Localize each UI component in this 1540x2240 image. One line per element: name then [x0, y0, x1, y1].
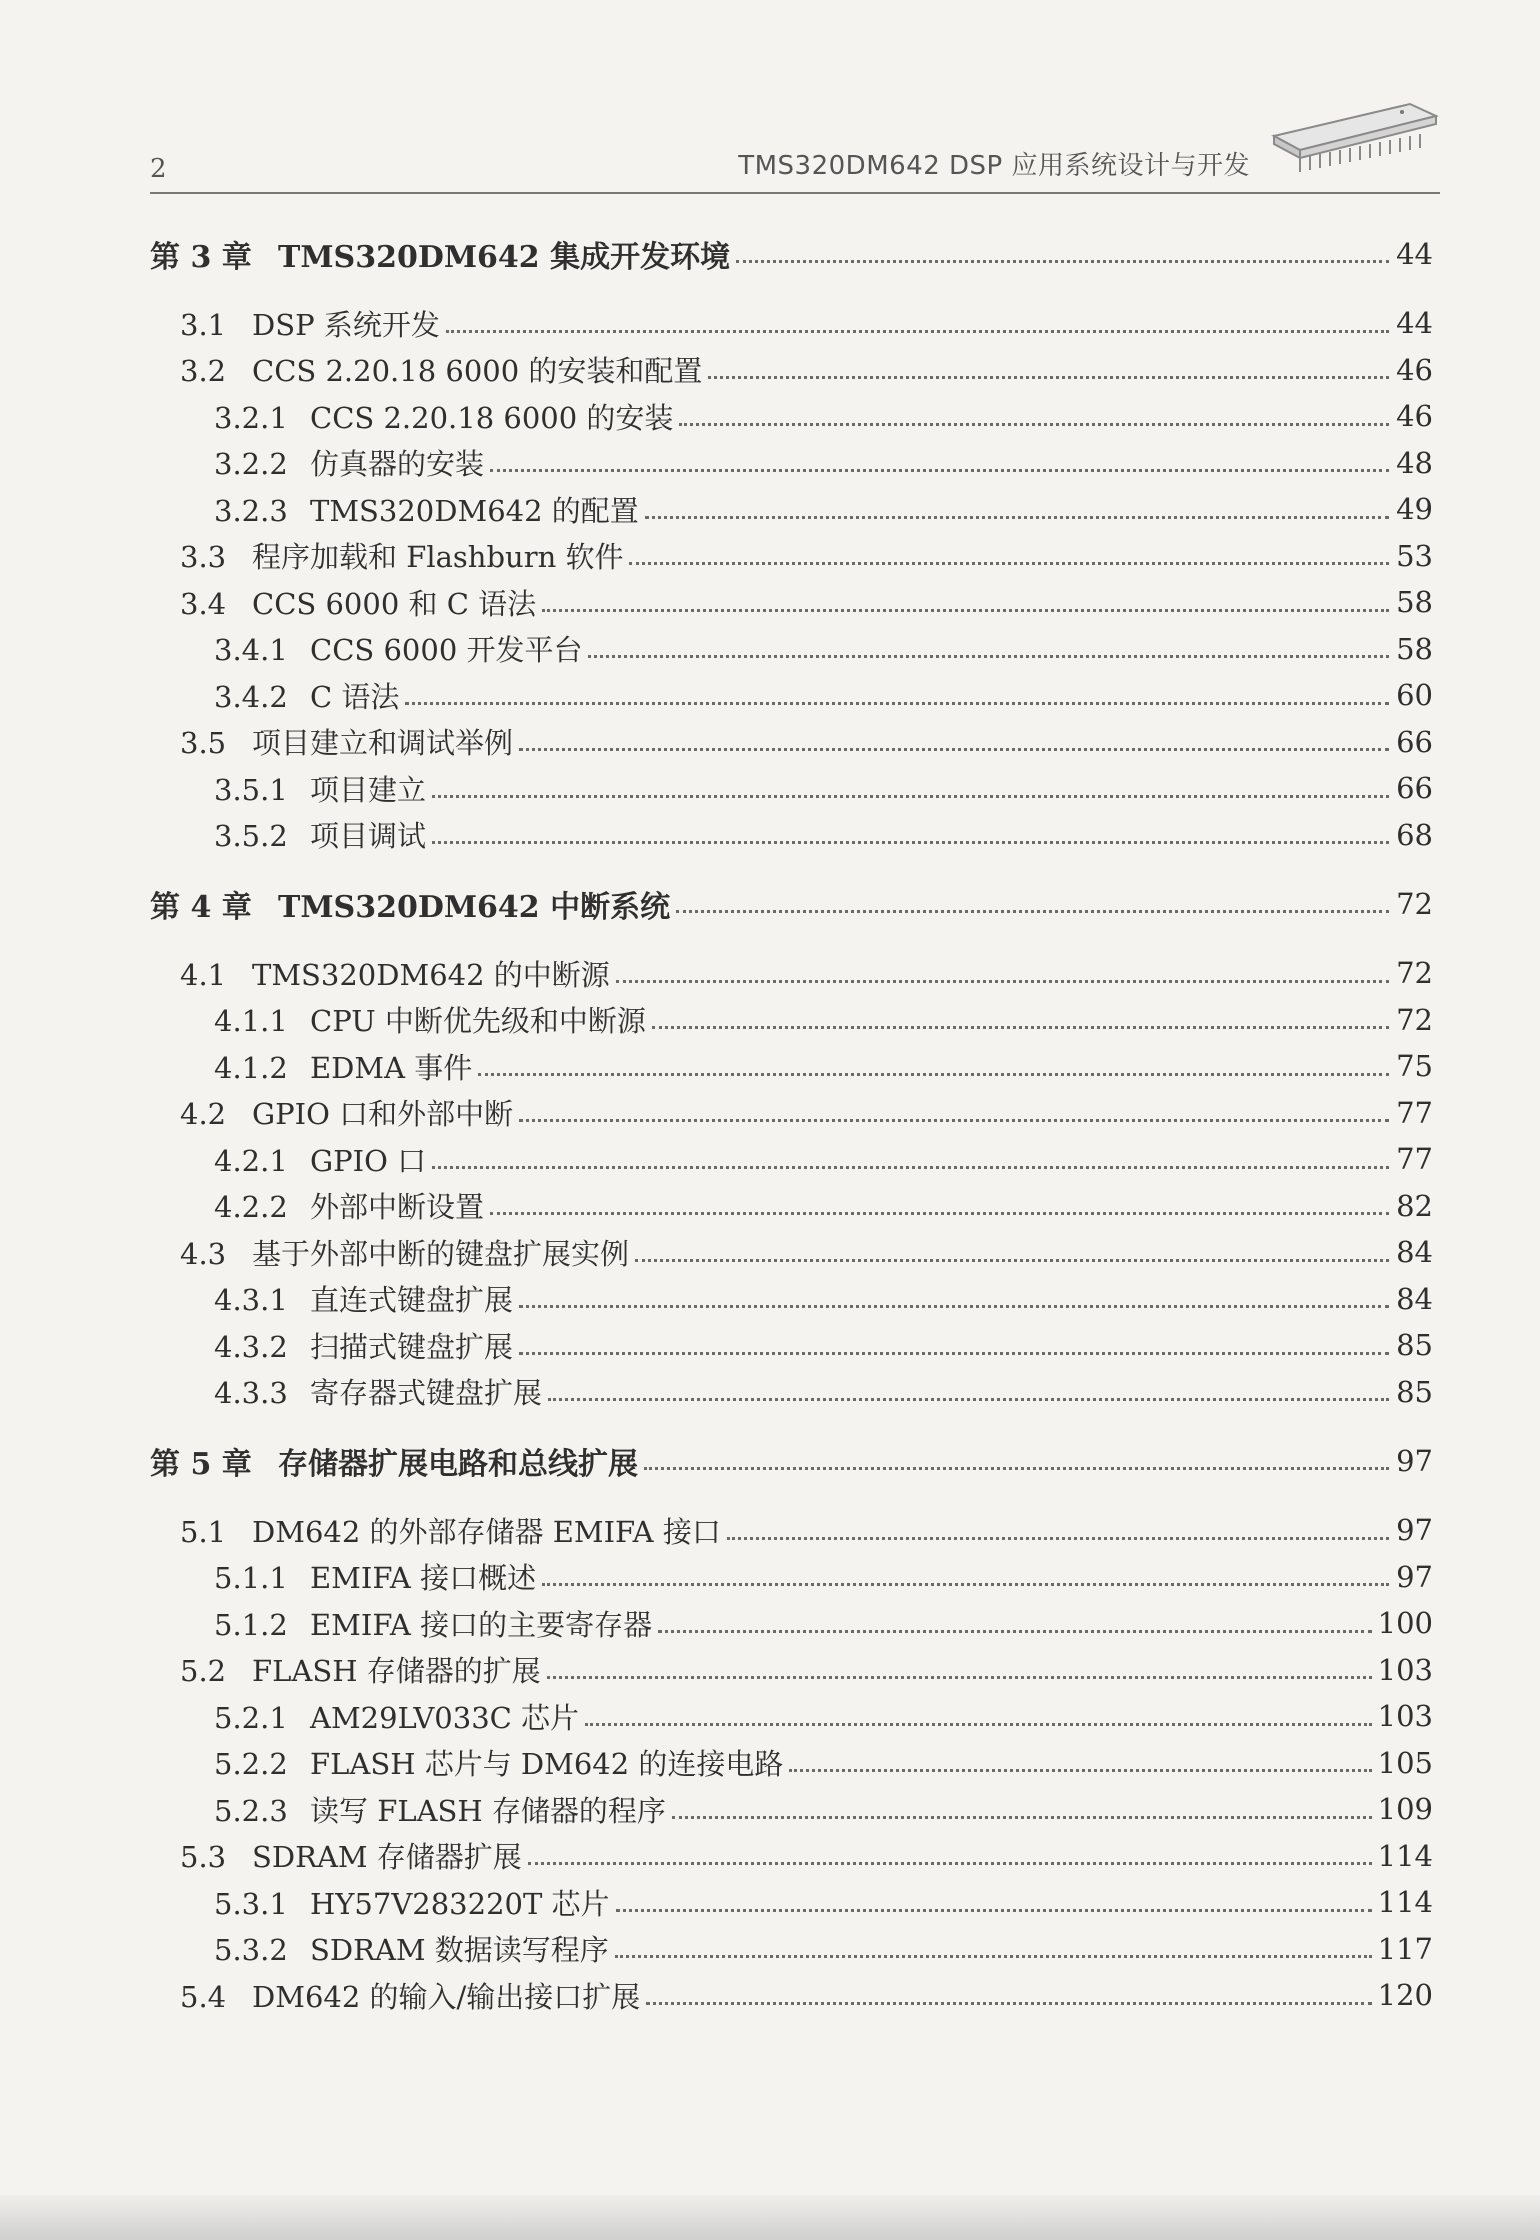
dot-leader: [789, 1769, 1371, 1772]
dot-leader: [652, 1026, 1389, 1029]
toc-entry-text: EMIFA 接口的主要寄存器: [310, 1607, 653, 1642]
toc-entry-subsection: [150, 626, 1433, 673]
dot-leader: [615, 1955, 1372, 1958]
dot-leader: [519, 748, 1389, 751]
toc-entry-text: DM642 的外部存储器 EMIFA 接口: [252, 1514, 721, 1549]
toc-entry-number: 4.1: [180, 957, 227, 992]
toc-entry-text: GPIO 口和外部中断: [252, 1097, 514, 1132]
toc-entry-title: [214, 442, 484, 483]
toc-entry-page: 84: [1396, 1281, 1433, 1316]
toc-entry-subsection: [150, 997, 1433, 1044]
toc-entry-text: 项目建立: [310, 772, 427, 807]
toc-entry-subsection: [150, 393, 1433, 440]
toc-entry-page: 105: [1377, 1745, 1433, 1780]
toc-entry-subsection: [150, 812, 1433, 859]
toc-entry-title: [180, 1975, 640, 2016]
toc-entry-text: SDRAM 数据读写程序: [310, 1933, 609, 1968]
dsp-chip-icon: [1270, 98, 1440, 178]
toc-entry-section: [150, 719, 1433, 766]
toc-entry-title: [150, 882, 670, 926]
toc-entry-title: [214, 1371, 542, 1412]
toc-entry-page: 44: [1396, 306, 1433, 341]
toc-entry-page: 58: [1396, 631, 1433, 666]
toc-entry-subsection: [150, 440, 1433, 487]
toc-entry-text: C 语法: [310, 679, 400, 714]
dot-leader: [585, 1723, 1372, 1726]
toc-entry-text: 项目建立和调试举例: [252, 726, 514, 761]
toc-entry-page: 75: [1396, 1049, 1433, 1084]
dot-leader: [490, 469, 1389, 472]
toc-entry-subsection: [150, 765, 1433, 812]
toc-entry-text: GPIO 口: [310, 1143, 427, 1178]
toc-entry-text: CCS 2.20.18 6000 的安装和配置: [252, 354, 703, 389]
toc-entry-number: 5.3.1: [214, 1886, 288, 1921]
table-of-contents: [150, 230, 1433, 2019]
toc-entry-page: 60: [1396, 678, 1433, 713]
toc-entry-text: DSP 系统开发: [252, 307, 440, 342]
toc-entry-text: 基于外部中断的键盘扩展实例: [252, 1236, 630, 1271]
toc-entry-page: 46: [1396, 399, 1433, 434]
toc-entry-section: [150, 533, 1433, 580]
toc-entry-text: CCS 2.20.18 6000 的安装: [310, 400, 674, 435]
toc-entry-number: 3.4: [180, 586, 227, 621]
toc-entry-title: [180, 535, 623, 576]
toc-entry-title: [214, 628, 582, 669]
toc-entry-number: 5.3: [180, 1840, 227, 1875]
toc-entry-number: 3.2: [180, 354, 227, 389]
toc-entry-title: [214, 1696, 579, 1737]
toc-entry-page: 100: [1377, 1606, 1433, 1641]
toc-entry-number: 第 5 章: [150, 1446, 252, 1482]
dot-leader: [658, 1630, 1372, 1633]
dot-leader: [432, 1166, 1389, 1169]
toc-entry-number: 5.4: [180, 1979, 227, 2014]
toc-entry-text: TMS320DM642 集成开发环境: [278, 239, 731, 275]
toc-entry-title: [214, 1556, 536, 1597]
toc-entry-number: 4.3: [180, 1236, 227, 1271]
toc-entry-subsection: [150, 486, 1433, 533]
toc-entry-subsection: [150, 1879, 1433, 1926]
toc-entry-chapter: [150, 230, 1433, 277]
toc-entry-text: CPU 中断优先级和中断源: [310, 1004, 646, 1039]
dot-leader: [727, 1537, 1389, 1540]
toc-entry-page: 66: [1396, 771, 1433, 806]
toc-entry-title: [214, 768, 426, 809]
toc-entry-number: 5.2.1: [214, 1700, 288, 1735]
dot-leader: [679, 423, 1389, 426]
toc-entry-title: [180, 349, 702, 390]
toc-entry-number: 4.2.1: [214, 1143, 288, 1178]
toc-entry-section: [150, 1972, 1433, 2019]
toc-entry-subsection: [150, 1369, 1433, 1416]
toc-entry-title: [214, 1139, 426, 1180]
toc-entry-number: 4.1.1: [214, 1004, 288, 1039]
toc-entry-title: [214, 1185, 484, 1226]
toc-entry-number: 3.4.1: [214, 633, 288, 668]
toc-entry-number: 第 4 章: [150, 889, 252, 925]
dot-leader: [588, 655, 1389, 658]
dot-leader: [432, 795, 1389, 798]
toc-entry-page: 49: [1396, 492, 1433, 527]
toc-entry-number: 3.5.1: [214, 772, 288, 807]
toc-entry-title: [214, 396, 673, 437]
toc-entry-subsection: [150, 1322, 1433, 1369]
toc-entry-title: [150, 1439, 638, 1483]
dot-leader: [478, 1073, 1389, 1076]
toc-entry-title: [214, 999, 646, 1040]
toc-entry-text: 外部中断设置: [310, 1190, 485, 1225]
toc-entry-section: [150, 300, 1433, 347]
running-header: [150, 140, 1440, 194]
toc-entry-text: TMS320DM642 中断系统: [278, 889, 671, 925]
toc-entry-page: 103: [1377, 1652, 1433, 1687]
toc-entry-page: 114: [1377, 1885, 1433, 1920]
page-edge-shadow: [0, 2195, 1540, 2240]
toc-entry-page: 103: [1377, 1699, 1433, 1734]
dot-leader: [645, 516, 1389, 519]
toc-entry-number: 5.2.2: [214, 1747, 288, 1782]
toc-entry-section: [150, 1647, 1433, 1694]
toc-entry-title: [180, 1092, 513, 1133]
dot-leader: [432, 841, 1389, 844]
toc-entry-number: 3.5: [180, 726, 227, 761]
toc-entry-subsection: [150, 1136, 1433, 1183]
dot-leader: [736, 260, 1389, 263]
dot-leader: [644, 1467, 1389, 1470]
toc-entry-page: 85: [1396, 1328, 1433, 1363]
toc-entry-number: 4.1.2: [214, 1050, 288, 1085]
toc-entry-section: [150, 950, 1433, 997]
toc-entry-title: [214, 1928, 609, 1969]
toc-entry-title: [214, 675, 399, 716]
toc-entry-subsection: [150, 1693, 1433, 1740]
toc-entry-page: 58: [1396, 585, 1433, 620]
toc-entry-title: [214, 1742, 783, 1783]
toc-entry-number: 4.3.2: [214, 1329, 288, 1364]
toc-entry-page: 97: [1396, 1443, 1433, 1478]
toc-entry-text: 仿真器的安装: [310, 447, 485, 482]
toc-entry-section: [150, 1833, 1433, 1880]
toc-entry-number: 3.2.3: [214, 493, 288, 528]
dot-leader: [446, 330, 1389, 333]
toc-entry-title: [150, 232, 730, 276]
toc-entry-number: 3.4.2: [214, 679, 288, 714]
toc-entry-text: EDMA 事件: [310, 1050, 473, 1085]
toc-entry-title: [180, 1232, 629, 1273]
toc-entry-number: 4.2: [180, 1097, 227, 1132]
toc-entry-text: DM642 的输入/输出接口扩展: [252, 1979, 641, 2014]
toc-entry-text: HY57V283220T 芯片: [310, 1886, 610, 1921]
toc-entry-text: CCS 6000 开发平台: [310, 633, 583, 668]
toc-entry-subsection: [150, 1276, 1433, 1323]
toc-entry-page: 77: [1396, 1142, 1433, 1177]
toc-entry-text: 项目调试: [310, 819, 427, 854]
toc-entry-title: [214, 1325, 513, 1366]
toc-entry-page: 97: [1396, 1559, 1433, 1594]
toc-entry-chapter: [150, 880, 1433, 927]
toc-entry-page: 82: [1396, 1188, 1433, 1223]
dot-leader: [635, 1259, 1389, 1262]
dot-leader: [519, 1305, 1389, 1308]
toc-entry-page: 72: [1396, 1002, 1433, 1037]
toc-entry-number: 5.1: [180, 1514, 227, 1549]
toc-entry-text: TMS320DM642 的中断源: [252, 957, 610, 992]
dot-leader: [519, 1352, 1389, 1355]
dot-leader: [616, 1909, 1372, 1912]
dot-leader: [616, 980, 1389, 983]
toc-entry-number: 第 3 章: [150, 239, 252, 275]
dot-leader: [542, 609, 1389, 612]
toc-entry-section: [150, 579, 1433, 626]
toc-entry-text: 存储器扩展电路和总线扩展: [278, 1446, 638, 1482]
toc-entry-number: 3.2.2: [214, 447, 288, 482]
page-number: 2: [150, 154, 167, 184]
toc-entry-text: 读写 FLASH 存储器的程序: [310, 1793, 666, 1828]
toc-entry-number: 4.3.1: [214, 1283, 288, 1318]
toc-entry-text: FLASH 芯片与 DM642 的连接电路: [310, 1747, 784, 1782]
toc-entry-number: 4.2.2: [214, 1190, 288, 1225]
toc-entry-section: [150, 1090, 1433, 1137]
toc-entry-section: [150, 1229, 1433, 1276]
toc-entry-number: 5.1.2: [214, 1607, 288, 1642]
toc-entry-chapter: [150, 1437, 1433, 1484]
toc-entry-title: [180, 1649, 541, 1690]
dot-leader: [672, 1816, 1372, 1819]
toc-entry-subsection: [150, 1043, 1433, 1090]
toc-entry-title: [180, 303, 440, 344]
toc-entry-text: 程序加载和 Flashburn 软件: [252, 540, 624, 575]
dot-leader: [547, 1676, 1372, 1679]
book-title: TMS320DM642 DSP 应用系统设计与开发: [738, 151, 1250, 181]
toc-entry-number: 4.3.3: [214, 1376, 288, 1411]
toc-entry-page: 66: [1396, 724, 1433, 759]
toc-entry-number: 3.1: [180, 307, 227, 342]
toc-entry-text: AM29LV033C 芯片: [310, 1700, 580, 1735]
toc-entry-number: 5.3.2: [214, 1933, 288, 1968]
dot-leader: [708, 376, 1389, 379]
toc-entry-text: SDRAM 存储器扩展: [252, 1840, 522, 1875]
toc-entry-page: 46: [1396, 352, 1433, 387]
toc-entry-title: [214, 1882, 610, 1923]
dot-leader: [519, 1119, 1389, 1122]
toc-entry-page: 72: [1396, 886, 1433, 921]
toc-entry-page: 97: [1396, 1513, 1433, 1548]
toc-entry-number: 5.2: [180, 1654, 227, 1689]
toc-entry-subsection: [150, 1740, 1433, 1787]
toc-entry-page: 114: [1377, 1838, 1433, 1873]
toc-entry-text: CCS 6000 和 C 语法: [252, 586, 537, 621]
dot-leader: [490, 1212, 1389, 1215]
toc-entry-subsection: [150, 1554, 1433, 1601]
toc-entry-subsection: [150, 1183, 1433, 1230]
toc-entry-number: 3.3: [180, 540, 227, 575]
toc-entry-title: [180, 582, 536, 623]
toc-entry-page: 48: [1396, 445, 1433, 480]
toc-entry-text: EMIFA 接口概述: [310, 1561, 537, 1596]
header-rule: [150, 192, 1440, 194]
toc-entry-text: TMS320DM642 的配置: [310, 493, 639, 528]
toc-entry-text: 寄存器式键盘扩展: [310, 1376, 543, 1411]
toc-entry-section: [150, 1507, 1433, 1554]
toc-entry-page: 109: [1377, 1792, 1433, 1827]
dot-leader: [548, 1398, 1389, 1401]
toc-entry-subsection: [150, 1786, 1433, 1833]
toc-entry-title: [214, 814, 426, 855]
toc-entry-title: [180, 1510, 721, 1551]
toc-entry-subsection: [150, 1600, 1433, 1647]
dot-leader: [629, 562, 1389, 565]
toc-entry-subsection: [150, 1926, 1433, 1973]
toc-entry-page: 77: [1396, 1095, 1433, 1130]
toc-entry-title: [214, 1278, 513, 1319]
toc-entry-page: 85: [1396, 1374, 1433, 1409]
toc-entry-title: [180, 1835, 522, 1876]
dot-leader: [676, 910, 1389, 913]
toc-entry-section: [150, 347, 1433, 394]
toc-entry-title: [180, 721, 513, 762]
toc-entry-number: 5.1.1: [214, 1561, 288, 1596]
toc-entry-title: [214, 1046, 472, 1087]
toc-entry-title: [180, 953, 610, 994]
toc-entry-title: [214, 489, 639, 530]
toc-entry-title: [214, 1603, 652, 1644]
toc-entry-page: 68: [1396, 817, 1433, 852]
toc-entry-page: 84: [1396, 1235, 1433, 1270]
toc-entry-text: 扫描式键盘扩展: [310, 1329, 514, 1364]
toc-entry-text: 直连式键盘扩展: [310, 1283, 514, 1318]
dot-leader: [646, 2002, 1371, 2005]
toc-entry-page: 120: [1377, 1978, 1433, 2013]
toc-entry-page: 44: [1396, 236, 1433, 271]
toc-entry-number: 3.2.1: [214, 400, 288, 435]
toc-entry-title: [214, 1789, 666, 1830]
toc-entry-page: 53: [1396, 538, 1433, 573]
dot-leader: [405, 702, 1389, 705]
toc-entry-subsection: [150, 672, 1433, 719]
dot-leader: [528, 1862, 1372, 1865]
toc-entry-number: 5.2.3: [214, 1793, 288, 1828]
toc-entry-number: 3.5.2: [214, 819, 288, 854]
toc-entry-text: FLASH 存储器的扩展: [252, 1654, 541, 1689]
toc-entry-page: 72: [1396, 956, 1433, 991]
toc-entry-page: 117: [1377, 1931, 1433, 1966]
dot-leader: [542, 1583, 1389, 1586]
